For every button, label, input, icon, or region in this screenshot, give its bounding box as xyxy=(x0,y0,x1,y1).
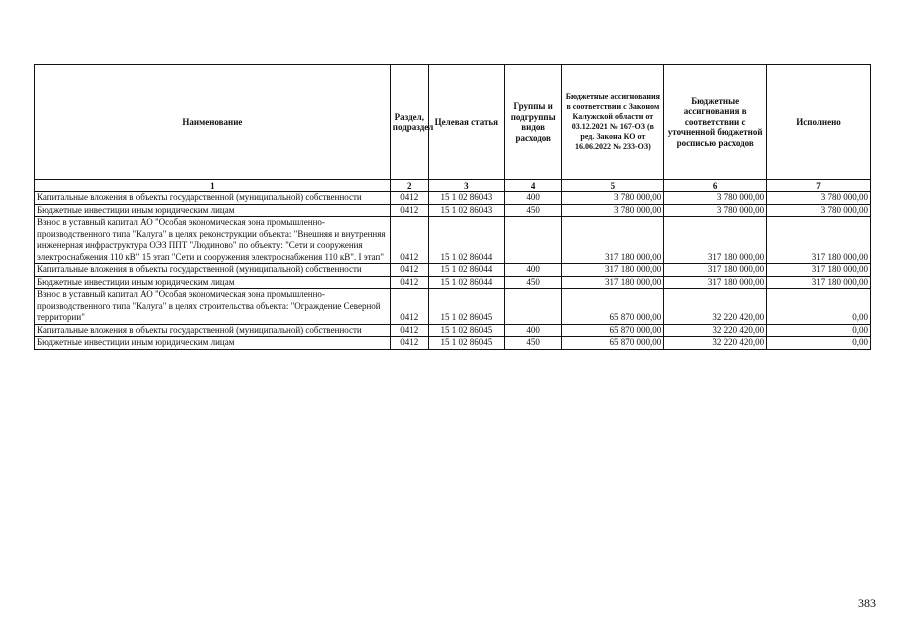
table-row xyxy=(35,337,871,350)
row-name: Капитальные вложения в объекты государственной (муниципальной) собственности xyxy=(35,264,391,277)
header-section: Раздел, подраздел xyxy=(390,65,428,180)
row-refined-amount: 317 180 000,00 xyxy=(664,217,767,264)
row-executed-amount: 0,00 xyxy=(767,324,871,337)
header-executed: Исполнено xyxy=(767,65,871,180)
row-target: 15 1 02 86045 xyxy=(428,324,504,337)
row-section: 0412 xyxy=(390,337,428,350)
row-section: 0412 xyxy=(390,264,428,277)
row-executed-amount: 0,00 xyxy=(767,289,871,325)
row-executed-amount: 317 180 000,00 xyxy=(767,217,871,264)
page-number: 383 xyxy=(858,596,876,610)
row-executed-amount: 317 180 000,00 xyxy=(767,276,871,289)
row-law-amount: 317 180 000,00 xyxy=(562,264,664,277)
row-refined-amount: 32 220 420,00 xyxy=(664,337,767,350)
row-law-amount: 65 870 000,00 xyxy=(562,337,664,350)
row-group xyxy=(504,289,562,325)
header-law-allocations: Бюджетные ассигнования в соответствии с Законом Калужской области от 03.12.2021 № 167-ОЗ (в ред. Закона КО от 16.06.2022 № 233-ОЗ) xyxy=(562,65,664,180)
row-name: Капитальные вложения в объекты государственной (муниципальной) собственности xyxy=(35,192,391,205)
row-name: Капитальные вложения в объекты государственной (муниципальной) собственности xyxy=(35,324,391,337)
row-refined-amount: 317 180 000,00 xyxy=(664,264,767,277)
row-group: 450 xyxy=(504,337,562,350)
header-row xyxy=(35,65,871,180)
table-row xyxy=(35,324,871,337)
row-group xyxy=(504,217,562,264)
row-name: Бюджетные инвестиции иным юридическим лицам xyxy=(35,204,391,217)
row-law-amount: 317 180 000,00 xyxy=(562,276,664,289)
row-section: 0412 xyxy=(390,324,428,337)
row-section: 0412 xyxy=(390,276,428,289)
row-group: 400 xyxy=(504,324,562,337)
row-target: 15 1 02 86044 xyxy=(428,276,504,289)
header-refined-allocations: Бюджетные ассигнования в соответствии с уточненной бюджетной росписью расходов xyxy=(664,65,767,180)
table-row xyxy=(35,264,871,277)
row-section: 0412 xyxy=(390,289,428,325)
row-name: Бюджетные инвестиции иным юридическим лицам xyxy=(35,276,391,289)
row-executed-amount: 3 780 000,00 xyxy=(767,192,871,205)
table-row xyxy=(35,276,871,289)
row-executed-amount: 3 780 000,00 xyxy=(767,204,871,217)
row-group: 450 xyxy=(504,204,562,217)
row-group: 450 xyxy=(504,276,562,289)
table-row xyxy=(35,204,871,217)
row-law-amount: 65 870 000,00 xyxy=(562,324,664,337)
row-target: 15 1 02 86045 xyxy=(428,289,504,325)
row-target: 15 1 02 86045 xyxy=(428,337,504,350)
row-name: Взнос в уставный капитал АО "Особая экономическая зона промышленно-производственного типа "Калуга" в целях реконструкции объекта: "Внешняя и внутренняя инженерная инфраструктура ОЭЗ ППТ "Людиново" по объекту: "Сети и сооружения электроснабжения 110 кВ" 15 этап "Сети и сооружения электроснабжения 110 кВ". I этап" xyxy=(35,217,391,264)
row-refined-amount: 3 780 000,00 xyxy=(664,192,767,205)
row-law-amount: 65 870 000,00 xyxy=(562,289,664,325)
row-group: 400 xyxy=(504,192,562,205)
column-number: 5 xyxy=(562,180,664,192)
row-refined-amount: 3 780 000,00 xyxy=(664,204,767,217)
row-target: 15 1 02 86044 xyxy=(428,264,504,277)
row-target: 15 1 02 86044 xyxy=(428,217,504,264)
row-law-amount: 3 780 000,00 xyxy=(562,192,664,205)
row-refined-amount: 317 180 000,00 xyxy=(664,276,767,289)
budget-execution-table xyxy=(34,64,871,350)
row-executed-amount: 317 180 000,00 xyxy=(767,264,871,277)
header-expense-groups: Группы и подгруппы видов расходов xyxy=(504,65,562,180)
row-refined-amount: 32 220 420,00 xyxy=(664,289,767,325)
row-name: Взнос в уставный капитал АО "Особая экономическая зона промышленно-производственного типа "Калуга" в целях строительства объекта: "Ограждение Северной территории" xyxy=(35,289,391,325)
table-row xyxy=(35,217,871,264)
row-section: 0412 xyxy=(390,217,428,264)
row-target: 15 1 02 86043 xyxy=(428,192,504,205)
column-number: 6 xyxy=(664,180,767,192)
table-row xyxy=(35,289,871,325)
column-number: 7 xyxy=(767,180,871,192)
row-name: Бюджетные инвестиции иным юридическим лицам xyxy=(35,337,391,350)
row-refined-amount: 32 220 420,00 xyxy=(664,324,767,337)
row-group: 400 xyxy=(504,264,562,277)
table-row xyxy=(35,192,871,205)
column-number: 4 xyxy=(504,180,562,192)
header-name: Наименование xyxy=(35,65,391,180)
row-target: 15 1 02 86043 xyxy=(428,204,504,217)
row-law-amount: 317 180 000,00 xyxy=(562,217,664,264)
column-number: 3 xyxy=(428,180,504,192)
row-section: 0412 xyxy=(390,204,428,217)
row-section: 0412 xyxy=(390,192,428,205)
column-number: 2 xyxy=(390,180,428,192)
column-number: 1 xyxy=(35,180,391,192)
header-target-article: Целевая статья xyxy=(428,65,504,180)
row-executed-amount: 0,00 xyxy=(767,337,871,350)
row-law-amount: 3 780 000,00 xyxy=(562,204,664,217)
column-number-row xyxy=(35,180,871,192)
